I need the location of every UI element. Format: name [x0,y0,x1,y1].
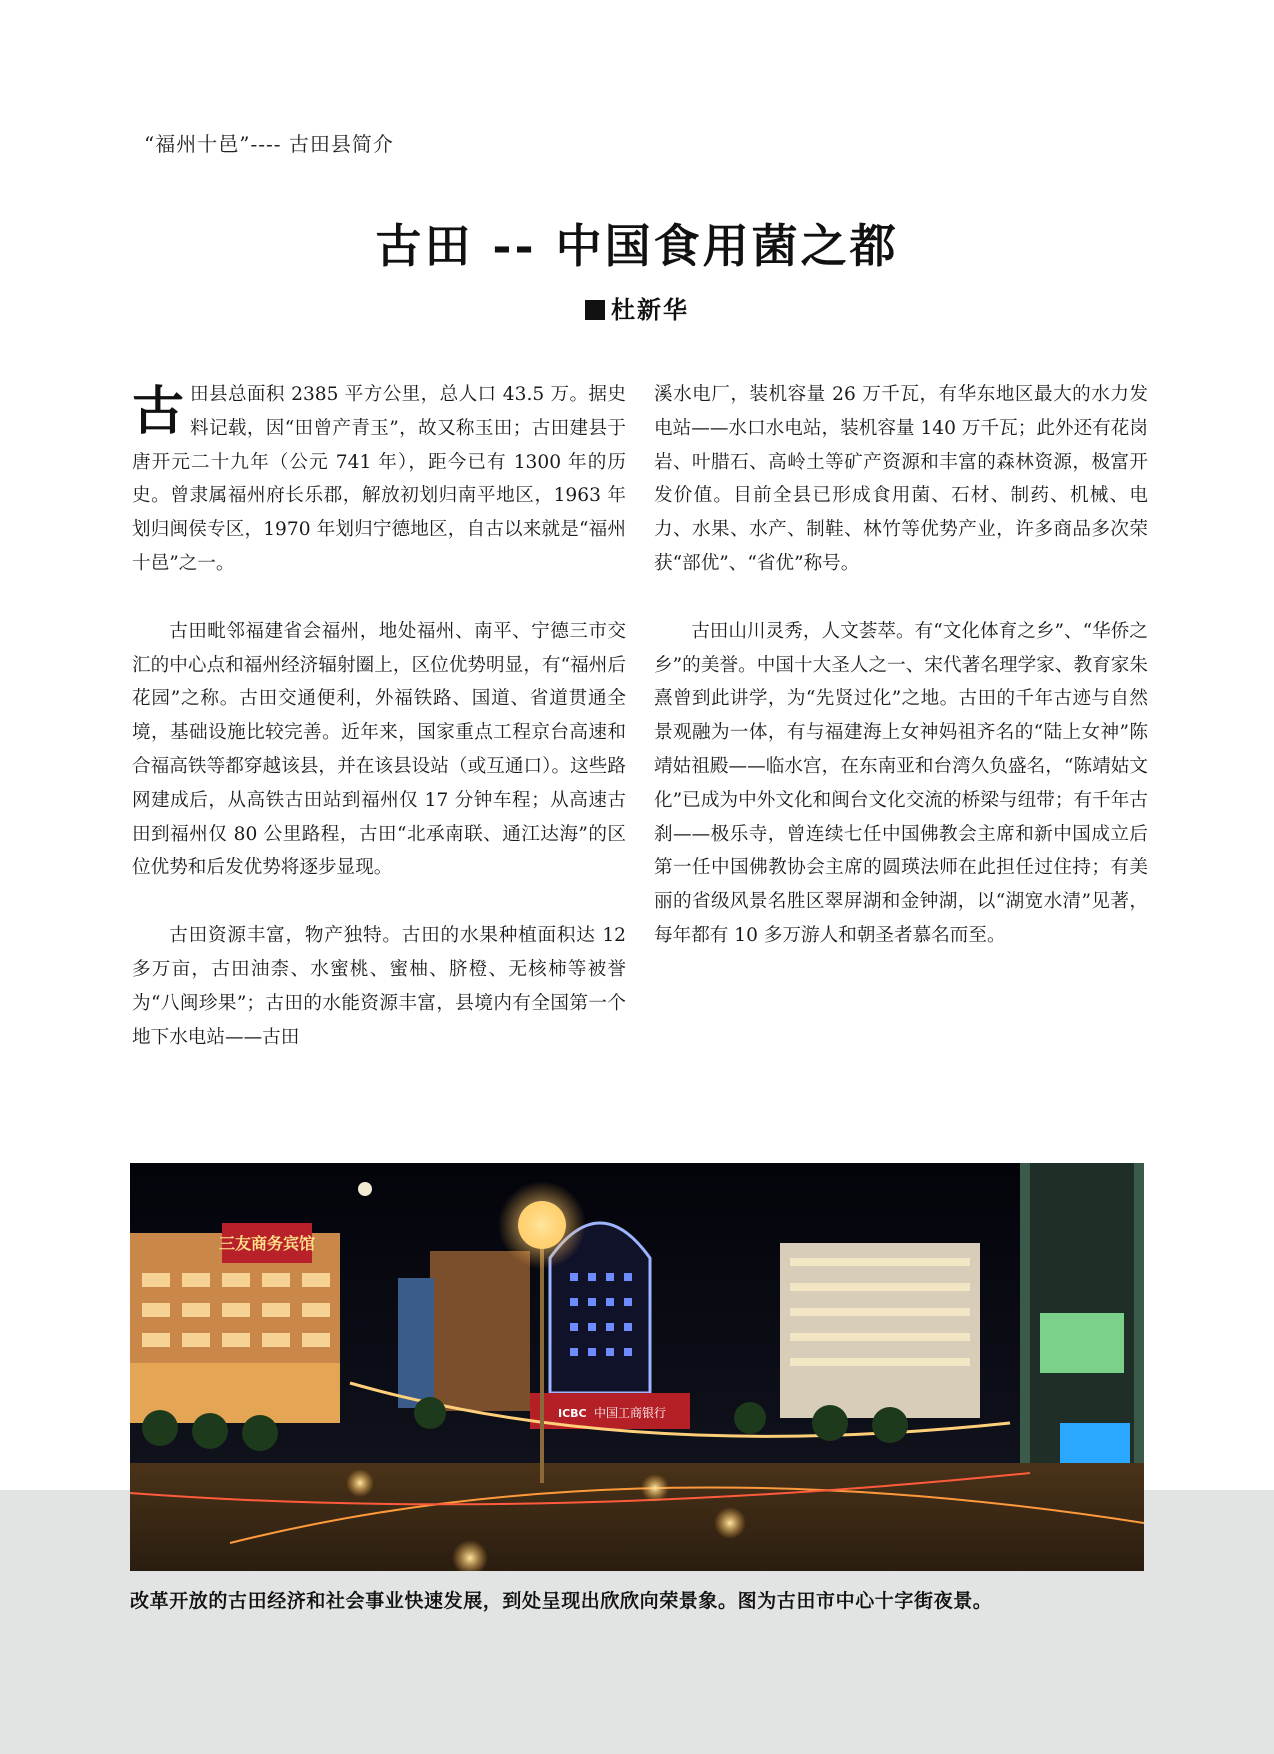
author-square-icon [585,300,605,320]
article-author [0,290,1274,325]
moon-icon [358,1182,372,1196]
paragraph-2: 古田毗邻福建省会福州，地处福州、南平、宁德三市交汇的中心点和福州经济辐射圈上，区位优势明显，有“福州后花园”之称。古田交通便利，外福铁路、国道、省道贯通全境，基础设施比较完善。近年来，国家重点工程京台高速和合福高铁等都穿越该县，并在该县设站（或互通口）。这些路网建成后，从高铁古田站到福州仅 17 分钟车程；从高速古田到福州仅 80 公里路程，古田“北承南联、通江达海”的区位优势和后发优势将逐步显现。 [132,620,626,879]
paragraph-4: 古田山川灵秀，人文荟萃。有“文化体育之乡”、“华侨之乡”的美誉。中国十大圣人之一、宋代著名理学家、教育家朱熹曾到此讲学，为“先贤过化”之地。古田的千年古迹与自然景观融为一体，有与福建海上女神妈祖齐名的“陆上女神”陈靖姑祖殿——临水宫，在东南亚和台湾久负盛名，“陈靖姑文化”已成为中外文化和闽台文化交流的桥梁与纽带；有千年古刹——极乐寺，曾连续七任中国佛教会主席和新中国成立后第一任中国佛教协会主席的圆瑛法师在此担任过住持；有美丽的省级风景名胜区翠屏湖和金钟湖，以“湖宽水清”见著，每年都有 10 多万游人和朝圣者慕名而至。 [654,620,1148,946]
section-header: “福州十邑”---- 古田县简介 [144,132,394,156]
paragraph-1 [132,378,626,581]
paragraph-3-continued: 溪水电厂，装机容量 26 万千瓦，有华东地区最大的水力发电站——水口水电站，装机容量 140 万千瓦；此外还有花岗岩、叶腊石、高岭土等矿产资源和丰富的森林资源，极富开发价值。目前全县已形成食用菌、石材、制药、机械、电力、水果、水产、制鞋、林竹等优势产业，许多商品多次荣获“部优”、“省优”称号。 [654,384,1148,574]
text-column-left [132,378,626,1088]
icbc-logo: ICBC [558,1407,587,1420]
bank-sign: 中国工商银行 [593,1406,667,1420]
paragraph-1-text: 田县总面积 2385 平方公里，总人口 43.5 万。据史料记载，因“田曾产青玉”，故又称玉田；古田建县于唐开元二十九年（公元 741 年），距今已有 1300 年的历史。曾隶属福州府长乐郡，解放初划归南平地区，1963 年划归闽侯专区，1970 年划归宁德地区，自古以来就是“福州十邑”之一。 [132,384,626,574]
hotel-sign: 三友商务宾馆 [218,1234,316,1253]
paragraph-3: 古田资源丰富，物产独特。古田的水果种植面积达 12 多万亩，古田油柰、水蜜桃、蜜柚、脐橙、无核柿等被誉为“八闽珍果”；古田的水能资源丰富，县境内有全国第一个地下水电站——古田 [132,925,626,1048]
drop-cap: 古 [132,381,185,442]
night-street-photo [130,1163,1144,1571]
photo-caption: 改革开放的古田经济和社会事业快速发展，到处呈现出欣欣向荣景象。图为古田市中心十字街夜景。 [130,1590,993,1612]
author-name: 杜新华 [611,295,689,324]
article-title: 古田 -- 中国食用菌之都 [375,219,899,273]
text-column-right [654,378,1148,987]
